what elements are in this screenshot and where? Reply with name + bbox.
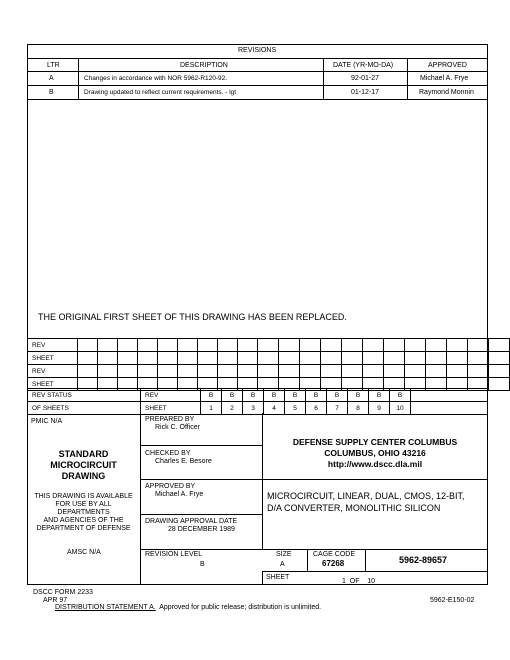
size-label: SIZE bbox=[276, 551, 292, 558]
rev-status-label: REV STATUS bbox=[28, 389, 141, 402]
rev-sheet-grid bbox=[27, 338, 510, 391]
sheet-row-2: SHEET bbox=[28, 378, 510, 391]
sheet-row-1: SHEET bbox=[28, 352, 510, 365]
availability-statement: THIS DRAWING IS AVAILABLE FOR USE BY ALL DEPARTMENTS AND AGENCIES OF THE DEPARTMENT OF DEFENSE bbox=[34, 493, 133, 532]
rev-row-1: REV bbox=[28, 339, 510, 352]
rev-a-ltr: A bbox=[49, 75, 54, 82]
header-approved: APPROVED bbox=[428, 62, 467, 69]
approval-date: 28 DECEMBER 1989 bbox=[168, 526, 235, 533]
revisions-title: REVISIONS bbox=[238, 47, 277, 54]
prepared-by: Rick C. Officer bbox=[155, 424, 200, 431]
header-ltr: LTR bbox=[47, 62, 60, 69]
rev-b-date: 01-12-17 bbox=[351, 89, 380, 96]
rev-a-description: Changes in accordance with NOR 5962-R120-92. bbox=[84, 75, 228, 82]
sheet-of: 1 OF 10 bbox=[342, 578, 376, 585]
organization-block: DEFENSE SUPPLY CENTER COLUMBUS COLUMBUS, OHIO 43216 http://www.dscc.dla.mil bbox=[292, 437, 458, 469]
replacement-notice: THE ORIGINAL FIRST SHEET OF THIS DRAWING HAS BEEN REPLACED. bbox=[38, 312, 347, 322]
header-description: DESCRIPTION bbox=[180, 62, 228, 69]
drawing-number: 5962-89657 bbox=[399, 555, 448, 565]
rev-b-description: Drawing updated to reflect current requirements. - lgt bbox=[84, 89, 237, 96]
approved-by: Michael A. Frye bbox=[155, 491, 204, 498]
checked-by: Charles E. Besore bbox=[155, 458, 212, 465]
revision-level: B bbox=[200, 561, 205, 568]
cage-code-label: CAGE CODE bbox=[313, 551, 356, 558]
of-sheets-row: OF SHEETS SHEET 1 2 3 4 5 6 7 8 9 10 bbox=[28, 402, 488, 415]
prepared-by-label: PREPARED BY bbox=[145, 416, 195, 423]
amsc-label: AMSC N/A bbox=[67, 549, 101, 556]
sheet-label: SHEET bbox=[266, 574, 290, 581]
document-code: 5962-E150-02 bbox=[430, 597, 475, 604]
product-title: MICROCIRCUIT, LINEAR, DUAL, CMOS, 12-BIT, D/A CONVERTER, MONOLITHIC SILICON bbox=[267, 491, 465, 513]
pmic-label: PMIC N/A bbox=[31, 418, 63, 425]
checked-by-label: CHECKED BY bbox=[145, 450, 191, 457]
standard-drawing-title: STANDARD MICROCIRCUIT DRAWING bbox=[50, 449, 117, 481]
rev-status-table bbox=[27, 388, 488, 415]
rev-row-2: REV bbox=[28, 365, 510, 378]
header-date: DATE (YR-MO-DA) bbox=[333, 62, 394, 69]
cage-code: 67268 bbox=[322, 559, 345, 568]
rev-b-approved: Raymond Monnin bbox=[419, 89, 474, 96]
approval-date-label: DRAWING APPROVAL DATE bbox=[145, 518, 238, 525]
form-date: APR 97 bbox=[43, 597, 68, 604]
revision-level-label: REVISION LEVEL bbox=[145, 551, 203, 558]
rev-b-ltr: B bbox=[49, 89, 54, 96]
distribution-statement: DISTRIBUTION STATEMENT A. Approved for public release; distribution is unlimited. bbox=[55, 604, 322, 611]
of-sheets-label: OF SHEETS bbox=[28, 402, 141, 415]
rev-a-approved: Michael A. Frye bbox=[420, 75, 469, 82]
rev-status-row: REV STATUS REV B B B B B B B B B B bbox=[28, 389, 488, 402]
approved-by-label: APPROVED BY bbox=[145, 483, 196, 490]
size-value: A bbox=[280, 561, 285, 568]
rev-a-date: 92-01-27 bbox=[351, 75, 380, 82]
form-number: DSCC FORM 2233 bbox=[33, 589, 93, 596]
